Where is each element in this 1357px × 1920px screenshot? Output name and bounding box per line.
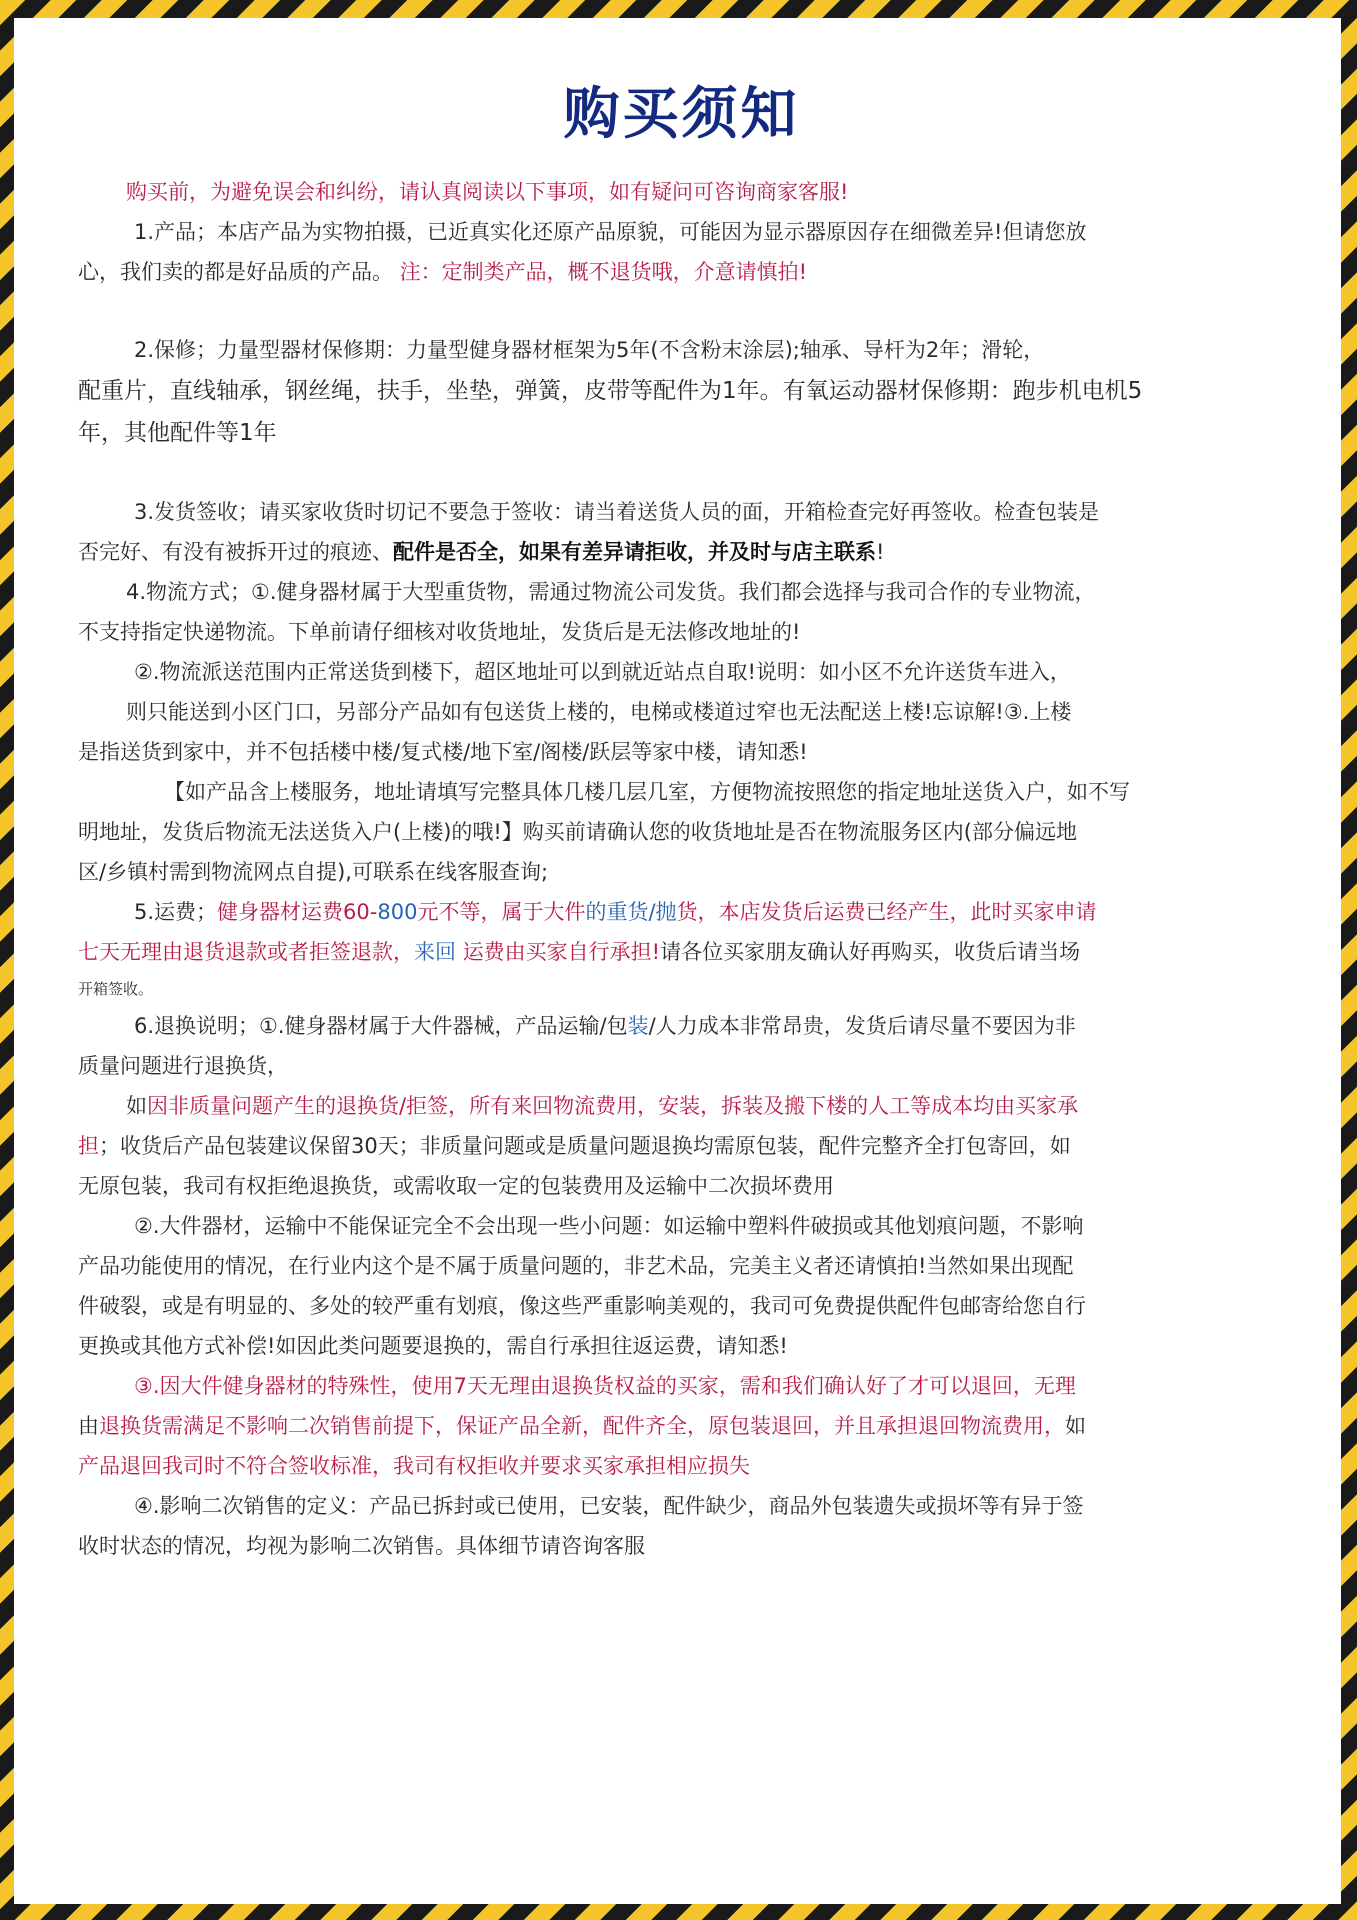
paragraph-gap <box>78 292 1285 330</box>
line-segment: 担 <box>78 1134 99 1158</box>
paragraph-gap <box>78 454 1285 492</box>
notice-line <box>78 892 1285 932</box>
line-segment: 是指送货到家中，并不包括楼中楼/复式楼/地下室/阁楼/跃层等家中楼，请知悉! <box>78 740 808 764</box>
line-segment: 如 <box>126 1094 147 1118</box>
page-title: 购买须知 <box>563 81 800 147</box>
notice-line <box>78 852 1285 892</box>
notice-line <box>78 1326 1285 1366</box>
notice-body <box>78 172 1285 1566</box>
line-segment: 七天无理由退货退款或者拒签退款， <box>78 940 414 964</box>
line-segment: 运费由买家自行承担! <box>462 940 661 964</box>
line-segment: 健身器材运费60- <box>217 900 378 924</box>
notice-line <box>78 972 1285 1006</box>
line-segment: 来回 <box>414 940 463 964</box>
line-segment: 不支持指定快递物流。下单前请仔细核对收货地址，发货后是无法修改地址的! <box>78 620 801 644</box>
line-segment: ④.影响二次销售的定义：产品已拆封或已使用，已安装，配件缺少，商品外包装遗失或损坏等有异于签 <box>134 1494 1084 1518</box>
line-segment: 配重片，直线轴承，钢丝绳，扶手，坐垫，弹簧，皮带等配件为1年。有氧运动器材保修期：跑步机电机5 <box>78 378 1143 404</box>
notice-line <box>78 1246 1285 1286</box>
line-segment: 因非质量问题产生的退换货/拒签，所有来回物流费用，安装，拆装及搬下楼的人工等成本均由买家承 <box>147 1094 1079 1118</box>
line-segment: 件破裂，或是有明显的、多处的较严重有划痕，像这些严重影响美观的，我司可免费提供配件包邮寄给您自行 <box>78 1294 1086 1318</box>
line-segment: 退换货需满足不影响二次销售前提下，保证产品全新，配件齐全，原包装退回，并且承担退回物流费用， <box>99 1414 1065 1438</box>
line-segment: /人力成本非常昂贵，发货后请尽量不要因为非 <box>648 1014 1076 1038</box>
notice-line <box>78 772 1285 812</box>
notice-line <box>78 1046 1285 1086</box>
notice-line <box>78 252 1285 292</box>
line-segment: 区/乡镇村需到物流网点自提),可联系在线客服查询; <box>78 860 549 884</box>
line-segment: 心，我们卖的都是好品质的产品。 <box>78 260 400 284</box>
notice-line <box>78 212 1285 252</box>
notice-line <box>78 1286 1285 1326</box>
notice-line <box>78 1526 1285 1566</box>
line-segment: 配件是否全，如果有差异请拒收，并及时与店主联系 <box>393 540 876 564</box>
notice-line <box>78 370 1285 412</box>
line-segment: 年，其他配件等1年 <box>78 420 277 446</box>
line-segment: 否完好、有没有被拆开过的痕迹、 <box>78 540 393 564</box>
line-segment: 收时状态的情况，均视为影响二次销售。具体细节请咨询客服 <box>78 1534 645 1558</box>
notice-line <box>78 932 1285 972</box>
line-segment: 更换或其他方式补偿!如因此类问题要退换的，需自行承担往返运费，请知悉! <box>78 1334 788 1358</box>
notice-line <box>78 692 1285 732</box>
line-segment: 因大件健身器材的特殊性，使用7天无理由退换货权益的买家，需和我们确认好了才可以退回，无理 <box>159 1374 1076 1398</box>
line-segment: 明地址，发货后物流无法送货入户(上楼)的哦!】购买前请确认您的收货地址是否在物流服务区内(部分偏远地 <box>78 820 1077 844</box>
line-segment: 装 <box>627 1014 649 1038</box>
line-segment: 1.产品；本店产品为实物拍摄，已近真实化还原产品原貌，可能因为显示器原因存在细微差异!但请您放 <box>134 220 1087 244</box>
notice-line <box>78 1006 1285 1046</box>
line-segment: 2.保修；力量型器材保修期：力量型健身器材框架为5年(不含粉末涂层);轴承、导杆为2年；滑轮， <box>134 338 1045 362</box>
notice-line <box>78 1126 1285 1166</box>
line-segment: 产品退回我司时不符合签收标准，我司有权拒收并要求买家承担相应损失 <box>78 1454 750 1478</box>
notice-paper <box>14 18 1341 1904</box>
notice-line <box>78 532 1285 572</box>
line-segment: ②.大件器材，运输中不能保证完全不会出现一些小问题：如运输中塑料件破损或其他划痕问题，不影响 <box>134 1214 1084 1238</box>
line-segment: 注：定制类产品，概不退货哦，介意请慎拍! <box>399 260 808 284</box>
notice-line <box>78 652 1285 692</box>
line-segment: 开箱签收。 <box>78 980 154 998</box>
notice-line <box>78 330 1285 370</box>
line-segment: ②.物流派送范围内正常送货到楼下，超区地址可以到就近站点自取!说明：如小区不允许送货车进入， <box>134 660 1071 684</box>
line-segment: 如 <box>1065 1414 1086 1438</box>
notice-line <box>78 492 1285 532</box>
line-segment: ③. <box>134 1374 160 1398</box>
line-segment: 质量问题进行退换货， <box>78 1054 288 1078</box>
line-segment: ! <box>876 540 885 564</box>
notice-line <box>78 1446 1285 1486</box>
line-segment: 货，本店发货后运费已经产生，此时买家申请 <box>676 900 1097 924</box>
notice-line <box>78 1166 1285 1206</box>
line-segment: 元不等，属于大件 <box>417 900 586 924</box>
notice-line <box>78 412 1285 454</box>
line-segment: 3.发货签收；请买家收货时切记不要急于签收：请当着送货人员的面，开箱检查完好再签收。检查包装是 <box>134 500 1100 524</box>
line-segment: 的重货/抛 <box>585 900 677 924</box>
notice-line <box>78 1086 1285 1126</box>
notice-line <box>78 1206 1285 1246</box>
notice-line <box>78 1406 1285 1446</box>
line-segment: 800 <box>377 900 418 924</box>
line-segment: 无原包装，我司有权拒绝退换货，或需收取一定的包装费用及运输中二次损坏费用 <box>78 1174 834 1198</box>
notice-line <box>78 172 1285 212</box>
notice-line <box>78 812 1285 852</box>
line-segment: ；收货后产品包装建议保留30天；非质量问题或是质量问题退换均需原包装，配件完整齐全打包寄回，如 <box>99 1134 1071 1158</box>
notice-line <box>78 1366 1285 1406</box>
notice-line <box>78 612 1285 652</box>
line-segment: 则只能送到小区门口，另部分产品如有包送货上楼的，电梯或楼道过窄也无法配送上楼!忘谅解!③.上楼 <box>126 700 1072 724</box>
line-segment: 6.退换说明；①.健身器材属于大件器械，产品运输/包 <box>134 1014 628 1038</box>
line-segment: 产品功能使用的情况，在行业内这个是不属于质量问题的，非艺术品，完美主义者还请慎拍!当然如果出现配 <box>78 1254 1074 1278</box>
line-segment: 5.运费； <box>134 900 218 924</box>
line-segment: 购买前，为避免误会和纠纷，请认真阅读以下事项，如有疑问可咨询商家客服! <box>126 180 849 204</box>
line-segment: 请各位买家朋友确认好再购买，收货后请当场 <box>660 940 1081 964</box>
notice-line <box>78 732 1285 772</box>
notice-line <box>78 572 1285 612</box>
line-segment: 由 <box>78 1414 99 1438</box>
notice-line <box>78 1486 1285 1526</box>
line-segment: 【如产品含上楼服务，地址请填写完整具体几楼几层几室，方便物流按照您的指定地址送货入户，如不写 <box>164 780 1130 804</box>
line-segment: 4.物流方式；①.健身器材属于大型重货物，需通过物流公司发货。我们都会选择与我司合作的专业物流， <box>126 580 1096 604</box>
